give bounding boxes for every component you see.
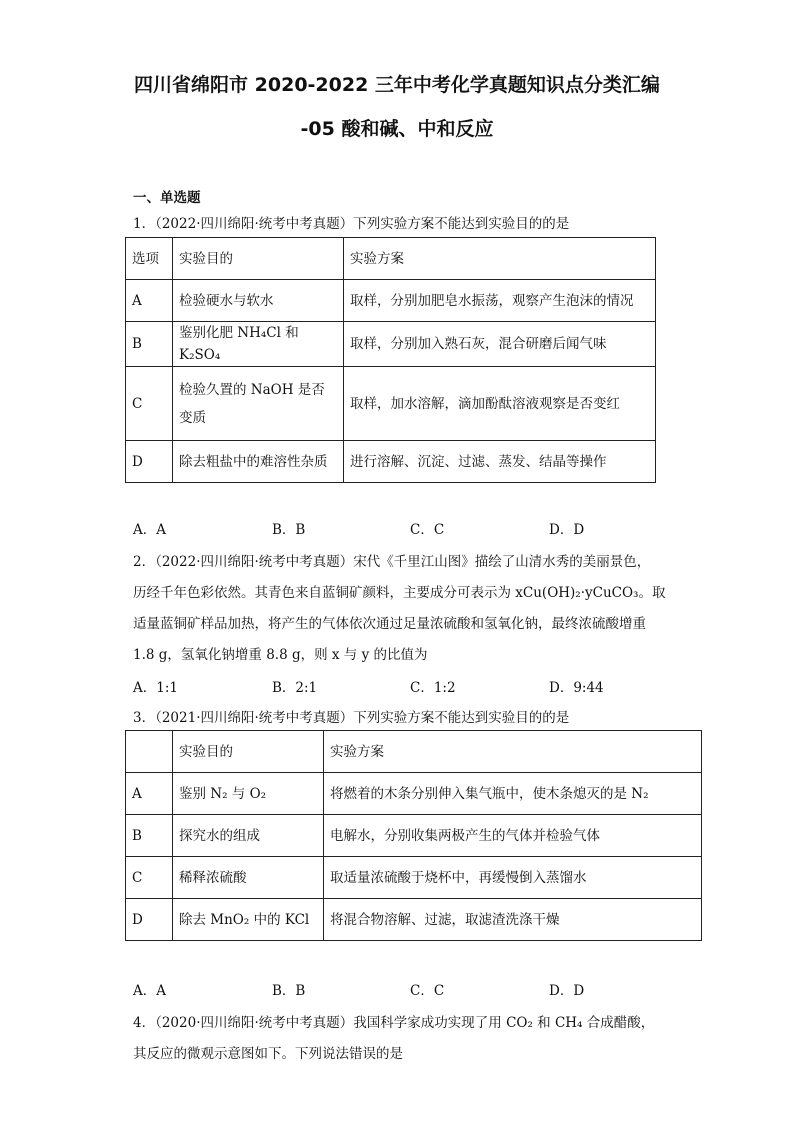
option-b[interactable]: B．B (272, 522, 306, 538)
table-cell: 除去 MnO₂ 中的 KCl (173, 899, 324, 941)
table-cell: D (126, 899, 173, 941)
table-header-row (126, 731, 702, 773)
table-cell: 检验硬水与软水 (173, 280, 344, 322)
q2-line-4: 1.8 g，氢氧化钠增重 8.8 g，则 x 与 y 的比值为 (133, 647, 428, 663)
table-cell: 取样，分别加入熟石灰，混合研磨后闻气味 (344, 322, 656, 367)
table-cell: 进行溶解、沉淀、过滤、蒸发、结晶等操作 (344, 441, 656, 483)
table-row (126, 367, 656, 441)
q3-table (125, 730, 702, 941)
option-a[interactable]: A．1:1 (133, 680, 178, 696)
table-cell: D (126, 441, 173, 483)
table-row (126, 815, 702, 857)
table-cell: 稀释浓硫酸 (173, 857, 324, 899)
table-row (126, 280, 656, 322)
table-header-cell: 实验目的 (173, 238, 344, 280)
q2-line-2: 历经千年色彩依然。其青色来自蓝铜矿颜料，主要成分可表示为 xCu(OH)₂·yCuCO₃。取 (133, 585, 666, 601)
table-header-cell: 实验方案 (324, 731, 702, 773)
q1-options (133, 518, 693, 540)
option-c[interactable]: C．C (410, 522, 445, 538)
table-cell: 鉴别化肥 NH₄Cl 和 K₂SO₄ (173, 322, 344, 367)
table-cell: B (126, 815, 173, 857)
table-row (126, 322, 656, 367)
table-cell: A (126, 280, 173, 322)
table-cell: B (126, 322, 173, 367)
table-cell: 探究水的组成 (173, 815, 324, 857)
table-row (126, 857, 702, 899)
q2-options (133, 676, 693, 698)
table-cell: 检验久置的 NaOH 是否变质 (173, 367, 344, 441)
q3-options (133, 979, 693, 1001)
option-a[interactable]: A．A (133, 983, 166, 999)
table-cell: 将燃着的木条分别伸入集气瓶中，使木条熄灭的是 N₂ (324, 773, 702, 815)
table-cell: 电解水，分别收集两极产生的气体并检验气体 (324, 815, 702, 857)
table-cell: C (126, 857, 173, 899)
table-cell: 鉴别 N₂ 与 O₂ (173, 773, 324, 815)
q2-line-3: 适量蓝铜矿样品加热，将产生的气体依次通过足量浓硫酸和氢氧化钠，最终浓硫酸增重 (133, 616, 646, 632)
table-header-cell: 实验方案 (344, 238, 656, 280)
table-cell: 取样，分别加肥皂水振荡，观察产生泡沫的情况 (344, 280, 656, 322)
table-row (126, 899, 702, 941)
section-heading: 一、单选题 (133, 190, 201, 206)
option-d[interactable]: D．D (549, 983, 585, 999)
option-b[interactable]: B．2:1 (272, 680, 318, 696)
table-header-row (126, 238, 656, 280)
q2-line-1: 2．（2022·四川绵阳·统考中考真题）宋代《千里江山图》描绘了山清水秀的美丽景色， (133, 554, 651, 570)
option-c[interactable]: C．C (410, 983, 445, 999)
table-cell: C (126, 367, 173, 441)
q1-table (125, 237, 656, 483)
table-cell: A (126, 773, 173, 815)
table-header-cell: 实验目的 (173, 731, 324, 773)
option-d[interactable]: D．D (549, 522, 585, 538)
option-a[interactable]: A．A (133, 522, 166, 538)
table-header-cell (126, 731, 173, 773)
q3-stem: 3．（2021·四川绵阳·统考中考真题）下列实验方案不能达到实验目的的是 (133, 710, 570, 726)
option-b[interactable]: B．B (272, 983, 306, 999)
q4-line-2: 其反应的微观示意图如下。下列说法错误的是 (133, 1046, 403, 1062)
table-header-cell: 选项 (126, 238, 173, 280)
table-row (126, 773, 702, 815)
table-cell: 除去粗盐中的难溶性杂质 (173, 441, 344, 483)
doc-title-line-1: 四川省绵阳市 2020-2022 三年中考化学真题知识点分类汇编 (134, 74, 660, 96)
q4-line-1: 4．（2020·四川绵阳·统考中考真题）我国科学家成功实现了用 CO₂ 和 CH₄ 合成醋酸， (133, 1015, 655, 1031)
q1-stem: 1．（2022·四川绵阳·统考中考真题）下列实验方案不能达到实验目的的是 (133, 216, 570, 232)
table-cell: 取适量浓硫酸于烧杯中，再缓慢倒入蒸馏水 (324, 857, 702, 899)
table-row (126, 441, 656, 483)
doc-title-line-2: -05 酸和碱、中和反应 (300, 118, 494, 140)
table-cell: 取样，加水溶解，滴加酚酞溶液观察是否变红 (344, 367, 656, 441)
table-cell: 将混合物溶解、过滤，取滤渣洗涤干燥 (324, 899, 702, 941)
option-d[interactable]: D．9:44 (549, 680, 604, 696)
option-c[interactable]: C．1:2 (410, 680, 456, 696)
